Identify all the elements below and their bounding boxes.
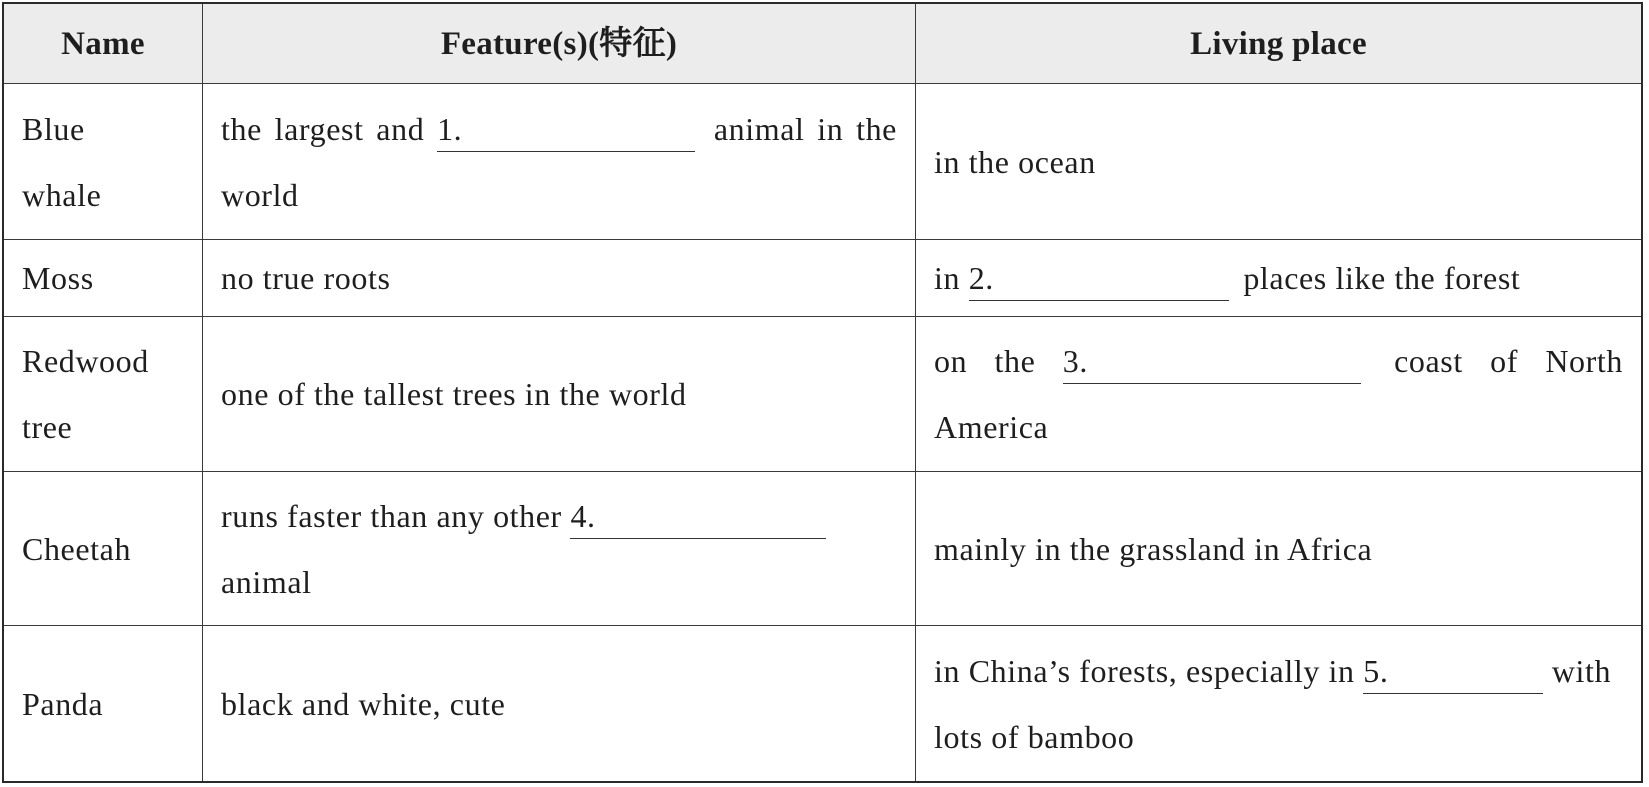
row-2-feature [203,240,916,317]
row-3-name-text: Redwood tree [22,343,149,445]
row-1-name [4,84,203,240]
header-feature-label: Feature(s)(特征) [440,25,678,62]
row-3-feature-text: one of the tallest trees in the world [221,376,687,412]
header-name [4,4,203,84]
header-living-place [916,4,1641,84]
blank-4-field[interactable]: 4. [570,494,826,539]
row-3-living-before: on the [934,343,1036,379]
blank-1-field[interactable]: 1. [437,107,695,152]
header-feature [203,4,916,84]
row-2-living [916,240,1641,317]
blank-3-field[interactable]: 3. [1063,339,1361,384]
row-2-name [4,240,203,317]
row-4-living-text: mainly in the grassland in Africa [934,530,1373,567]
row-4-feature-text [221,483,897,615]
row-1-feature [203,84,916,240]
blank-5-field[interactable]: 5. [1363,649,1543,694]
row-5-living-after: with lots of bamboo [934,652,1612,755]
row-1-feature-after: animal in the world [221,110,897,213]
row-4-name-text: Cheetah [22,530,132,567]
row-3-living-after: coast of North America [934,343,1623,445]
header-name-label: Name [61,25,145,62]
row-2-living-text [934,245,1623,311]
row-5-living [916,626,1641,781]
row-1-feature-text [221,96,897,228]
row-3-living [916,317,1641,472]
row-5-feature-text: black and white, cute [221,685,506,722]
row-4-feature-after: animal [221,563,312,600]
row-3-living-text [934,328,1623,460]
row-1-name-text: Blue whale [22,110,102,213]
row-4-feature [203,472,916,626]
header-living-label: Living place [1190,25,1367,62]
row-1-living-text: in the ocean [934,143,1096,180]
blank-2-field[interactable]: 2. [969,256,1229,301]
row-4-feature-before: runs faster than any other [221,497,562,534]
row-2-living-before: in [934,260,961,296]
row-5-living-before: in China’s forests, especially in [934,652,1355,689]
row-3-name [4,317,203,472]
row-1-feature-before: the largest and [221,110,425,147]
row-2-living-after: places like the forest [1243,260,1521,296]
row-4-name [4,472,203,626]
animals-table [2,2,1643,783]
row-3-feature [203,317,916,472]
row-4-living [916,472,1641,626]
row-5-feature [203,626,916,781]
row-1-living [916,84,1641,240]
row-5-living-text [934,638,1623,770]
row-5-name [4,626,203,781]
row-2-name-text: Moss [22,260,94,296]
row-5-name-text: Panda [22,685,104,722]
row-2-feature-text: no true roots [221,260,391,296]
